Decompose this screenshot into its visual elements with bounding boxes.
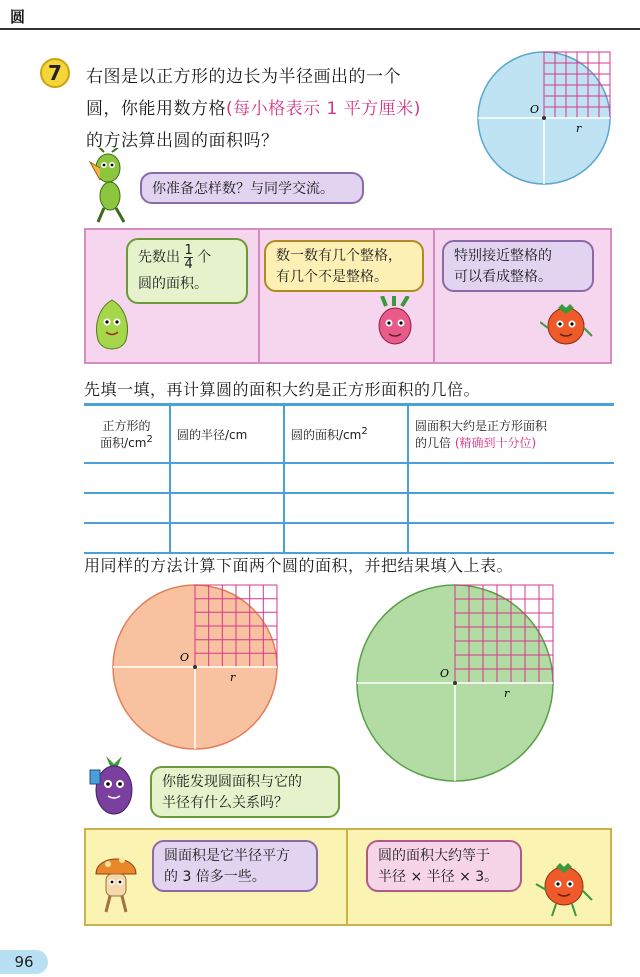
cell-square-area-input[interactable] (84, 463, 170, 493)
tip1-pre: 先数出 (138, 249, 180, 266)
header-ratio-line1: 圆面积大约是正方形面积 (415, 419, 548, 433)
header-square-area-line1: 正方形的 (102, 419, 151, 433)
cell-radius-input[interactable] (170, 463, 284, 493)
tomato-character-2 (534, 856, 594, 918)
table-row (84, 463, 614, 493)
tip-count-squares-bubble (264, 240, 424, 292)
problem-line-1: 右图是以正方形的边长为半径画出的一个 (86, 67, 401, 87)
radish-character (374, 296, 416, 354)
intro-speech-bubble: 你准备怎样数？与同学交流。 (140, 172, 364, 204)
question-line2: 半径有什么关系吗？ (162, 795, 288, 811)
tip-quarter-circle-bubble (126, 238, 248, 304)
blue-radius-label: r (576, 122, 582, 135)
conclusion1-line2: 的 3 倍多一些。 (164, 869, 266, 885)
header-radius: 圆的半径/cm (170, 405, 284, 464)
chapter-label: 圆 (10, 8, 26, 26)
conclusion-bubble-1 (152, 840, 318, 892)
problem-number-badge: 7 (40, 58, 70, 88)
green-circle-figure (354, 582, 556, 784)
cell-circle-area-input[interactable] (284, 523, 408, 553)
eggplant-character (88, 752, 140, 818)
area-comparison-table (84, 403, 614, 554)
table-row (84, 523, 614, 553)
tip2-line2: 有几个不是整格。 (276, 269, 388, 285)
table-header-row (84, 405, 614, 464)
header-square-area-sup: 2 (146, 434, 153, 445)
quarter-fraction (184, 244, 192, 271)
pear-character (92, 298, 132, 356)
tip1-post: 个 (197, 249, 212, 266)
orange-circle-figure (110, 582, 280, 752)
green-radius-label: r (504, 687, 510, 700)
problem-line-3: 的方法算出圆的面积吗？ (86, 131, 279, 151)
header-rule (0, 28, 640, 30)
orange-center-label: O (180, 651, 190, 664)
tomato-character (540, 298, 594, 354)
table-row (84, 493, 614, 523)
conclusions-divider (346, 829, 348, 925)
cell-ratio-input[interactable] (408, 463, 614, 493)
cell-ratio-input[interactable] (408, 493, 614, 523)
conclusion2-line2: 半径 × 半径 × 3。 (378, 869, 499, 885)
tips-divider-1 (258, 229, 260, 363)
header-ratio (408, 405, 614, 464)
tips-divider-2 (433, 229, 435, 363)
cell-radius-input[interactable] (170, 523, 284, 553)
orange-radius-label: r (230, 671, 236, 684)
cell-square-area-input[interactable] (84, 493, 170, 523)
question-line1: 你能发现圆面积与它的 (162, 774, 302, 790)
header-circle-area-sup: 2 (361, 425, 368, 437)
mushroom-character (92, 848, 140, 916)
tip1-line2: 圆的面积。 (138, 276, 208, 292)
blue-center-label: O (530, 103, 540, 116)
header-circle-area (284, 405, 408, 464)
tip3-line1: 特别接近整格的 (454, 248, 552, 264)
green-center-label: O (440, 667, 450, 680)
problem-unit-note: (每小格表示 1 平方厘米) (226, 99, 421, 119)
conclusion1-line1: 圆面积是它半径平方 (164, 848, 290, 864)
header-square-area (84, 405, 170, 464)
header-ratio-line2: 的几倍 (415, 436, 452, 450)
header-square-area-line2: 面积/cm (100, 436, 147, 450)
cell-circle-area-input[interactable] (284, 493, 408, 523)
relationship-question-bubble (150, 766, 340, 818)
tip3-line2: 可以看成整格。 (454, 269, 552, 285)
grasshopper-character (80, 148, 142, 224)
fill-in-instruction: 先填一填，再计算圆的面积大约是正方形面积的几倍。 (84, 380, 481, 399)
fraction-denominator: 4 (184, 257, 193, 272)
cell-radius-input[interactable] (170, 493, 284, 523)
problem-line-2-main: 圆，你能用数方格 (86, 99, 226, 119)
cell-ratio-input[interactable] (408, 523, 614, 553)
fraction-numerator: 1 (184, 243, 193, 258)
tip-near-whole-bubble (442, 240, 594, 292)
header-ratio-note: (精确到十分位) (454, 436, 537, 450)
tip2-line1: 数一数有几个整格， (276, 248, 402, 264)
same-method-instruction: 用同样的方法计算下面两个圆的面积，并把结果填入上表。 (84, 556, 514, 575)
header-circle-area-label: 圆的面积/cm (291, 427, 362, 442)
page-number: 96 (0, 950, 48, 974)
conclusion2-line1: 圆的面积大约等于 (378, 848, 490, 864)
problem-line-2 (86, 94, 421, 119)
cell-square-area-input[interactable] (84, 523, 170, 553)
cell-circle-area-input[interactable] (284, 463, 408, 493)
blue-circle-figure (476, 46, 616, 196)
conclusion-bubble-2 (366, 840, 522, 892)
